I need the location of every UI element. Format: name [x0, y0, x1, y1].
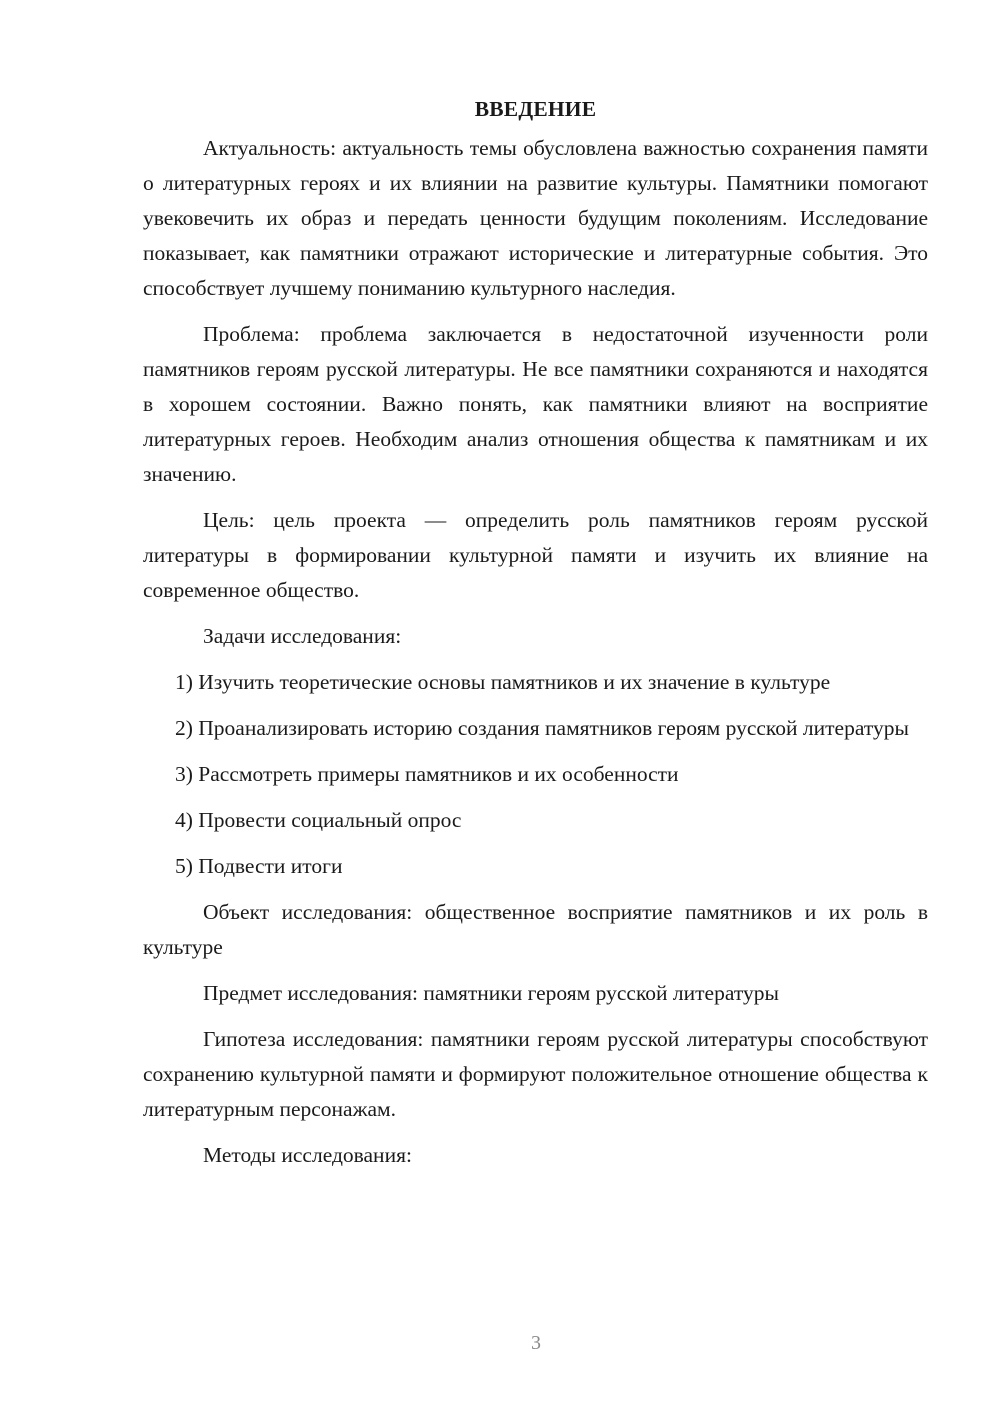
list-item: 2) Проанализировать историю создания памятников героям русской литературы — [175, 716, 909, 740]
paragraph-problem: Проблема: проблема заключается в недостаточной изученности роли памятников героям русской литературы. Не все памятники сохраняются и находятся в хорошем состоянии. Важно понять, как памятники влияют на восприятие литературных героев. Необходим анализ отношения общества к памятникам и их значению. — [143, 322, 928, 486]
list-item: 3) Рассмотреть примеры памятников и их особенности — [175, 762, 679, 786]
paragraph-methods: Методы исследования: — [203, 1143, 412, 1167]
paragraph-subject: Предмет исследования: памятники героям русской литературы — [203, 981, 779, 1005]
page-number: 3 — [531, 1332, 541, 1354]
page-title: ВВЕДЕНИЕ — [474, 97, 597, 121]
tasks-list — [143, 665, 928, 884]
list-item: 1) Изучить теоретические основы памятников и их значение в культуре — [175, 670, 831, 694]
document-page — [143, 92, 928, 1184]
paragraph-tasks-heading: Задачи исследования: — [203, 624, 402, 648]
paragraph-relevance: Актуальность: актуальность темы обусловлена важностью сохранения памяти о литературных героях и их влиянии на развитие культуры. Памятники помогают увековечить их образ и передать ценности будущим поколениям. Исследование показывает, как памятники отражают исторические и литературные события. Это способствует лучшему пониманию культурного наследия. — [143, 136, 928, 300]
list-item: 4) Провести социальный опрос — [175, 808, 462, 832]
list-item: 5) Подвести итоги — [175, 854, 343, 878]
paragraph-object: Объект исследования: общественное восприятие памятников и их роль в культуре — [143, 900, 928, 959]
paragraph-goal: Цель: цель проекта — определить роль памятников героям русской литературы в формировании культурной памяти и изучить их влияние на современное общество. — [143, 508, 928, 602]
paragraph-hypothesis: Гипотеза исследования: памятники героям русской литературы способствуют сохранению культурной памяти и формируют положительное отношение общества к литературным персонажам. — [143, 1027, 928, 1121]
